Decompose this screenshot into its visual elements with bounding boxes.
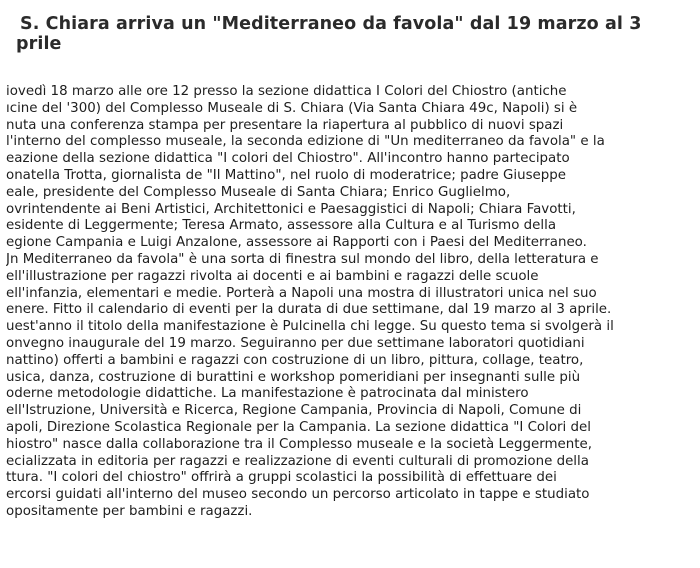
article-headline <box>6 14 694 54</box>
body-line: iovedì 18 marzo alle ore 12 presso la sezione didattica I Colori del Chiostro (antiche <box>6 84 567 99</box>
body-line: oderne metodologie didattiche. La manifestazione è patrocinata dal ministero <box>6 386 529 402</box>
article-body <box>6 84 694 521</box>
body-line: apoli, Direzione Scolastica Regionale per la Campania. La sezione didattica "I Colori del <box>6 419 591 435</box>
body-line: onvegno inaugurale del 19 marzo. Seguiranno per due settimane laboratori quotidiani <box>6 335 585 351</box>
body-line: Jn Mediterraneo da favola" è una sorta di finestra sul mondo del libro, della letteratura e <box>6 251 599 267</box>
body-line: esidente di Leggermente; Teresa Armato, assessore alla Cultura e al Turismo della <box>6 218 557 234</box>
body-line: egione Campania e Luigi Anzalone, assessore ai Rapporti con i Paesi del Mediterraneo. <box>6 235 587 251</box>
body-line: l'interno del complesso museale, la seconda edizione di "Un mediterraneo da favola" e la <box>6 134 605 150</box>
body-line: uest'anno il titolo della manifestazione è Pulcinella chi legge. Su questo tema si svolgerà il <box>6 319 614 335</box>
body-line: opositamente per bambini e ragazzi. <box>6 503 253 519</box>
body-line: ıcine del '300) del Complesso Museale di S. Chiara (Via Santa Chiara 49c, Napoli) si è <box>6 100 578 116</box>
body-line: ell'illustrazione per ragazzi rivolta ai docenti e ai bambini e ragazzi delle scuole <box>6 268 539 284</box>
body-line: ell'infanzia, elementari e medie. Porterà a Napoli una mostra di illustratori unica nel suo <box>6 285 597 301</box>
headline-line-2: prile <box>16 34 62 54</box>
body-line: eale, presidente del Complesso Museale di Santa Chiara; Enrico Guglielmo, <box>6 184 511 200</box>
body-line: onatella Trotta, giornalista de "Il Mattino", nel ruolo di moderatrice; padre Giuseppe <box>6 167 567 183</box>
body-line: eazione della sezione didattica "I colori del Chiostro". All'incontro hanno partecipato <box>6 151 570 167</box>
body-line: ecializzata in editoria per ragazzi e realizzazione di eventi culturali di promozione della <box>6 453 589 469</box>
body-line: usica, danza, costruzione di burattini e workshop pomeridiani per insegnanti sulle più <box>6 369 581 385</box>
body-line: nuta una conferenza stampa per presentare la riapertura al pubblico di nuovi spazi <box>6 117 564 133</box>
body-line: nattino) offerti a bambini e ragazzi con costruzione di un libro, pittura, collage, teatro, <box>6 352 584 368</box>
body-line: ttura. "I colori del chiostro" offrirà a gruppi scolastici la possibilità di effettuare dei <box>6 470 557 486</box>
headline-line-1: S. Chiara arriva un "Mediterraneo da favola" dal 19 marzo al 3 <box>20 14 642 34</box>
body-line: enere. Fitto il calendario di eventi per la durata di due settimane, dal 19 marzo al 3 aprile. <box>6 302 612 318</box>
body-line: ell'Istruzione, Università e Ricerca, Regione Campania, Provincia di Napoli, Comune di <box>6 403 582 419</box>
body-line: ercorsi guidati all'interno del museo secondo un percorso articolato in tappe e studiato <box>6 487 590 503</box>
body-line: hiostro" nasce dalla collaborazione tra il Complesso museale e la società Leggermente, <box>6 436 593 452</box>
body-line: ovrintendente ai Beni Artistici, Architettonici e Paesaggistici di Napoli; Chiara Favotti, <box>6 201 576 217</box>
